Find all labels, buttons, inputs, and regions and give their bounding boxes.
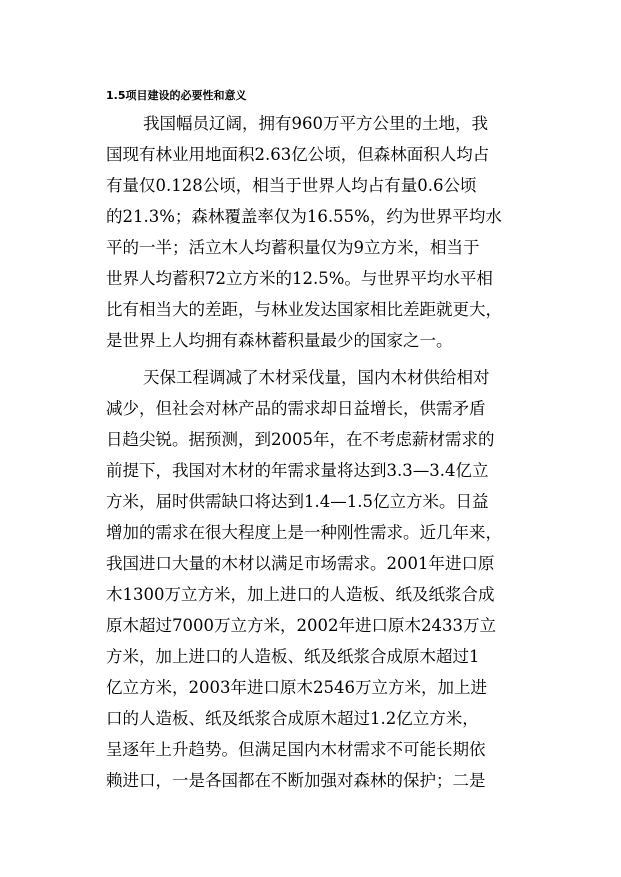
paragraph-2-line-6: 增加的需求在很大程度上是一种刚性需求。近几年来， bbox=[106, 523, 502, 542]
paragraph-2-line-11: 亿立方米，2003年进口原木2546万立方米，加上进 bbox=[106, 678, 487, 697]
paragraph-2-line-4: 前提下，我国对木材的年需求量将达到3.3—3.4亿立 bbox=[106, 461, 489, 480]
paragraph-1-line-1: 我国幅员辽阔，拥有960万平方公里的土地，我 bbox=[143, 114, 488, 133]
paragraph-2-line-7: 我国进口大量的木材以满足市场需求。2001年进口原 bbox=[106, 554, 495, 573]
paragraph-1-line-8: 是世界上人均拥有森林蓄积量最少的国家之一。 bbox=[106, 331, 453, 350]
paragraph-1-line-5: 平的一半；活立木人均蓄积量仅为9立方米，相当于 bbox=[106, 238, 480, 257]
section-heading: 1.5项目建设的必要性和意义 bbox=[106, 89, 247, 102]
paragraph-1-line-4: 的21.3%；森林覆盖率仅为16.55%，约为世界平均水 bbox=[106, 207, 502, 226]
paragraph-2-line-12: 口的人造板、纸及纸浆合成原木超过1.2亿立方米， bbox=[106, 709, 479, 728]
paragraph-2-line-13: 呈逐年上升趋势。但满足国内木材需求不可能长期依 bbox=[106, 740, 486, 759]
paragraph-2-line-2: 减少，但社会对林产品的需求却日益增长，供需矛盾 bbox=[106, 399, 486, 418]
paragraph-2-line-5: 方米，届时供需缺口将达到1.4—1.5亿立方米。日益 bbox=[106, 492, 489, 511]
paragraph-2-line-8: 木1300万立方米，加上进口的人造板、纸及纸浆合成 bbox=[106, 585, 495, 604]
paragraph-1-line-3: 有量仅0.128公顷，相当于世界人均占有量0.6公顷 bbox=[106, 176, 477, 195]
paragraph-1-line-6: 世界人均蓄积72立方米的12.5%。与世界平均水平相 bbox=[106, 269, 493, 288]
paragraph-2-line-10: 方米，加上进口的人造板、纸及纸浆合成原木超过1 bbox=[106, 647, 480, 666]
paragraph-2-line-14: 赖进口，一是各国都在不断加强对森林的保护；二是 bbox=[106, 771, 486, 790]
paragraph-1-line-2: 国现有林业用地面积2.63亿公顷，但森林面积人均占 bbox=[106, 145, 490, 164]
paragraph-1-line-7: 比有相当大的差距，与林业发达国家相比差距就更大， bbox=[106, 300, 502, 319]
paragraph-2-line-1: 天保工程调减了木材采伐量，国内木材供给相对 bbox=[143, 368, 490, 387]
paragraph-2-line-3: 日趋尖锐。据预测，到2005年，在不考虑薪材需求的 bbox=[106, 430, 495, 449]
paragraph-2-line-9: 原木超过7000万立方米，2002年进口原木2433万立 bbox=[106, 616, 496, 635]
